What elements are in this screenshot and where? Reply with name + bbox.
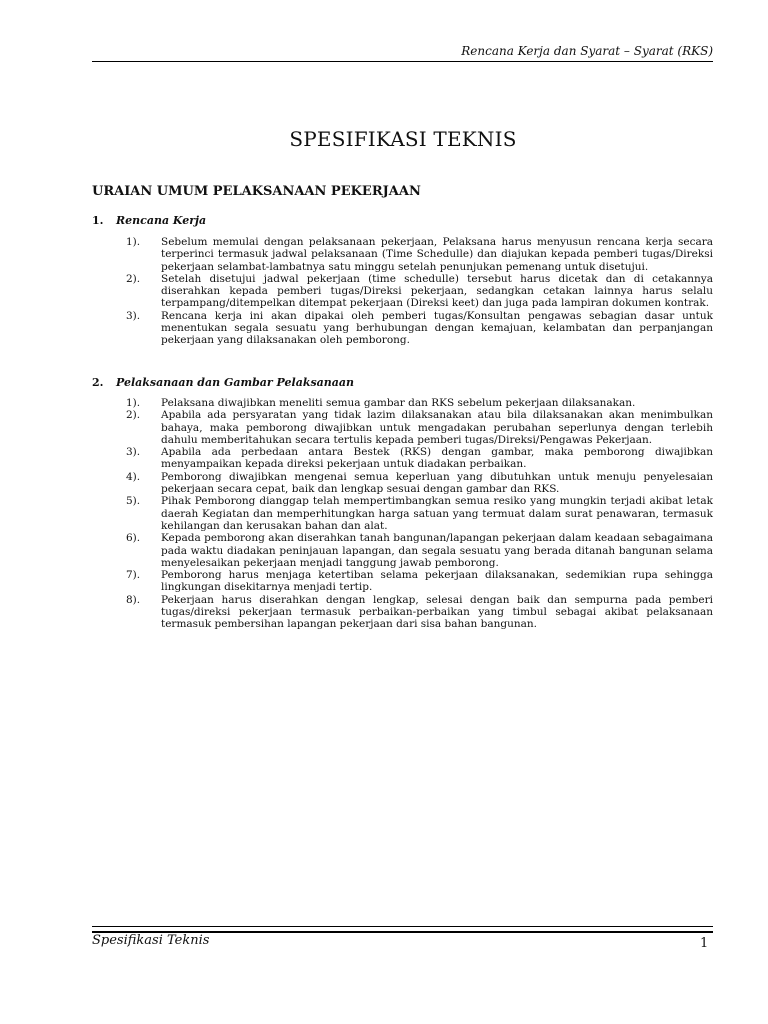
item-text: Apabila ada persyaratan yang tidak lazim dilaksanakan atau bila dilaksanakan akan menimbulkan bahaya, maka pemborong diwajibkan untuk mengadakan perubahan seperlunya dengan terlebih dahulu memberitahukan secara tertulis kepada pemberi tugas/Direksi/Pengawas Pekerjaan.	[161, 409, 713, 446]
item-number: 5).	[126, 495, 141, 508]
item-text: Apabila ada perbedaan antara Bestek (RKS) dengan gambar, maka pemborong diwajibkan menyampaikan kepada direksi pekerjaan untuk diadakan perbaikan.	[161, 446, 713, 471]
list-item	[126, 273, 713, 310]
item-number: 2).	[126, 272, 141, 285]
list-item	[126, 446, 713, 471]
list-item	[126, 471, 713, 496]
page-number: 1	[700, 936, 709, 951]
item-text: Pemborong harus menjaga ketertiban selama pekerjaan dilaksanakan, sedemikian rupa sehingga lingkungan disekitarnya menjadi tertip.	[161, 569, 713, 594]
item-text: Setelah disetujui jadwal pekerjaan (time schedulle) tersebut harus dicetak dan di cetakannya diserahkan kepada pemberi tugas/Direksi pekerjaan, sedangkan cetakan lainnya harus selalu terpampang/ditempelkan ditempat pekerjaan (Direksi keet) dan juga pada lampiran dokumen kontrak.	[161, 272, 713, 310]
item-number: 6).	[126, 532, 141, 545]
section-1-label: Rencana Kerja	[116, 214, 207, 227]
section-2-number: 2.	[92, 376, 104, 389]
item-number: 1).	[126, 397, 141, 409]
section-2-title	[92, 376, 354, 389]
item-number: 3).	[126, 309, 141, 322]
document-title: SPESIFIKASI TEKNIS	[289, 127, 517, 151]
list-item	[126, 495, 713, 532]
item-text: Pekerjaan harus diserahkan dengan lengkap, selesai dengan baik dan sempurna pada pemberi tugas/direksi pekerjaan termasuk perbaikan-perbaikan yang timbul sebagai akibat pelaksanaan termasuk pembersihan lapangan pekerjaan dari sisa bahan bangunan.	[161, 593, 713, 631]
item-number: 7).	[126, 569, 141, 582]
list-item	[126, 594, 713, 631]
list-item	[126, 236, 713, 273]
item-number: 1).	[126, 236, 141, 248]
footer-title: Spesifikasi Teknis	[92, 933, 210, 948]
item-number: 4).	[126, 470, 141, 483]
section-1-number: 1.	[92, 214, 104, 227]
list-item	[126, 409, 713, 446]
list-item	[126, 310, 713, 347]
section-1-title	[92, 214, 206, 227]
header-title: Rencana Kerja dan Syarat – Syarat (RKS)	[461, 44, 713, 58]
section-1-list	[126, 236, 713, 347]
item-text: Pemborong diwajibkan mengenai semua keperluan yang dibutuhkan untuk menuju penyelesaian pekerjaan secara cepat, baik dan lengkap sesuai dengan gambar dan RKS.	[161, 470, 713, 496]
section-2-list	[126, 397, 713, 631]
item-number: 3).	[126, 446, 141, 459]
item-text: Pihak Pemborong dianggap telah mempertimbangkan semua resiko yang mungkin terjadi akibat letak daerah Kegiatan dan memperhitungkan harga satuan yang termuat dalam surat penawaran, termasuk kehilangan dan kerusakan bahan dan alat.	[161, 495, 713, 532]
item-text: Rencana kerja ini akan dipakai oleh pemberi tugas/Konsultan pengawas sebagian dasar untuk menentukan segala sesuatu yang berhubungan dengan kemajuan, kelambatan dan perpanjangan pekerjaan yang dilaksanakan oleh pemborong.	[161, 309, 713, 347]
page-header	[92, 44, 713, 62]
item-text: Sebelum memulai dengan pelaksanaan pekerjaan, Pelaksana harus menyusun rencana kerja secara terperinci termasuk jadwal pelaksanaan (Time Schedulle) dan diajukan kepada pemberi tugas/Direksi pekerjaan selambat-lambatnya satu minggu setelah penunjukan pemenang untuk disetujui.	[161, 236, 713, 273]
item-number: 2).	[126, 409, 141, 422]
item-number: 8).	[126, 593, 141, 606]
section-heading: URAIAN UMUM PELAKSANAAN PEKERJAAN	[92, 184, 421, 199]
list-item	[126, 569, 713, 594]
item-text: Pelaksana diwajibkan meneliti semua gambar dan RKS sebelum pekerjaan dilaksanakan.	[161, 397, 636, 409]
section-2-label: Pelaksanaan dan Gambar Pelaksanaan	[116, 376, 355, 389]
list-item	[126, 532, 713, 569]
list-item	[126, 397, 713, 409]
item-text: Kepada pemborong akan diserahkan tanah bangunan/lapangan pekerjaan dalam keadaan sebagaimana pada waktu diadakan peninjauan lapangan, dan segala sesuatu yang berada ditanah bangunan selama menyelesaikan pekerjaan menjadi tanggung jawab pemborong.	[161, 532, 713, 569]
footer-rule	[92, 926, 713, 933]
